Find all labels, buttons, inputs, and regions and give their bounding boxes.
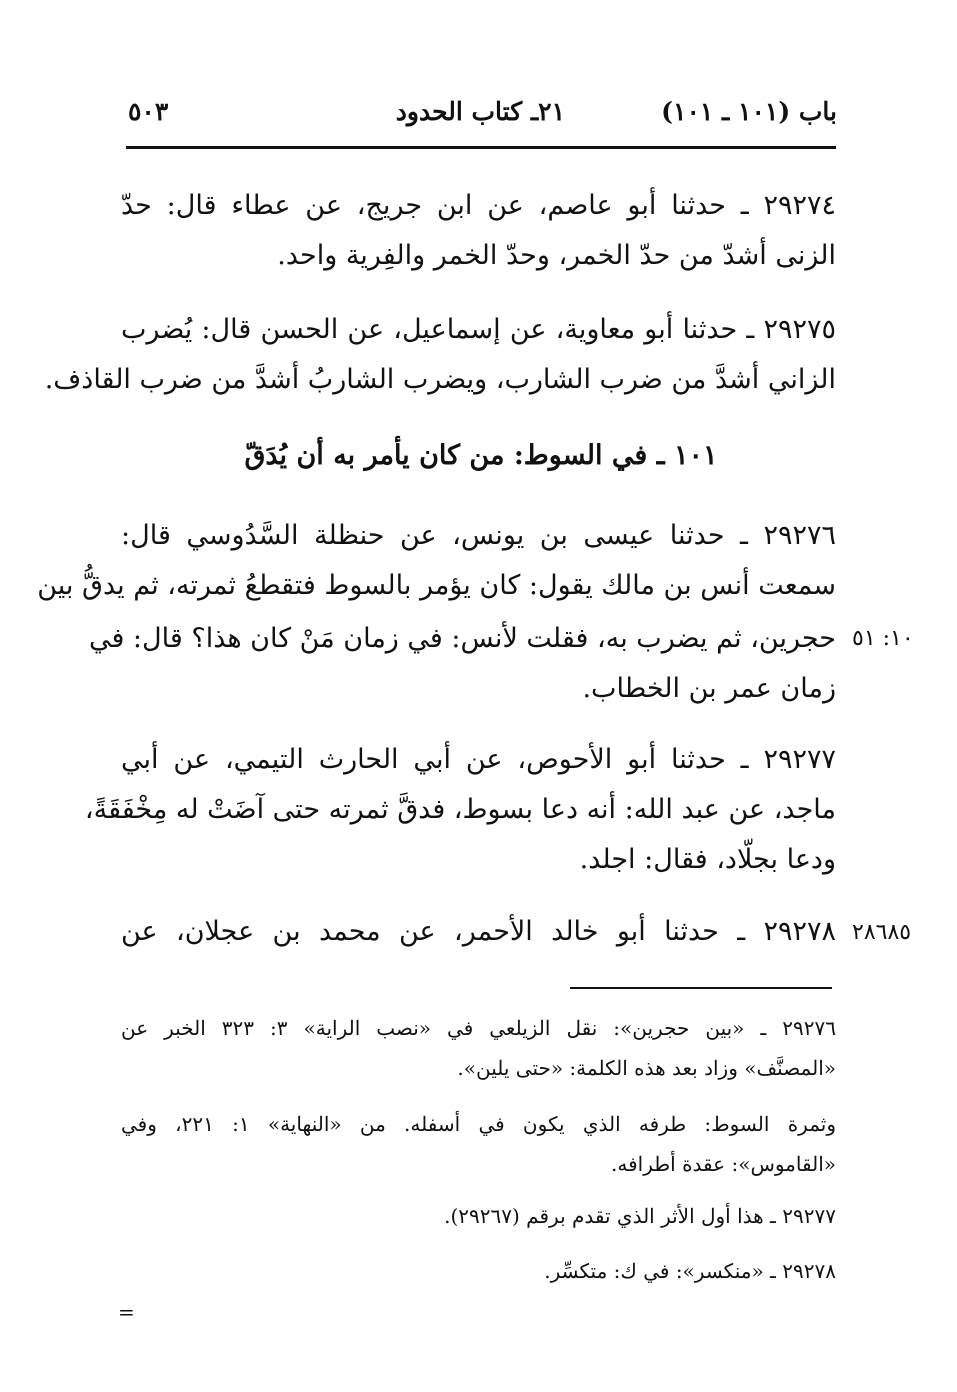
footnote-4-line-1: ٢٩٢٧٨ ـ «منكسر»: في ك: متكسِّر.	[544, 1259, 836, 1283]
footnote-2-line-1: وثمرة السوط: طرفه الذي يكون في أسفله. من «النهاية» ١: ٢٢١، وفي	[121, 1112, 836, 1136]
hadith-29275-line-2: الزاني أشدَّ من ضرب الشارب، ويضرب الشاربُ أشدَّ من ضرب القاذف.	[44, 364, 836, 395]
margin-ref-29278: ٢٨٦٨٥	[852, 920, 912, 945]
header-page-number: ٥٠٣	[128, 97, 169, 126]
hadith-29276-line-4: زمان عمر بن الخطاب.	[582, 673, 836, 704]
footnote-1-line-1: ٢٩٢٧٦ ـ «بين حجرين»: نقل الزيلعي في «نصب الراية» ٣: ٣٢٣ الخبر عن	[121, 1016, 836, 1040]
hadith-29276-line-2: سمعت أنس بن مالك يقول: كان يؤمر بالسوط فتقطعُ ثمرته، ثم يدقُّ بين	[37, 570, 836, 601]
hadith-29278-line-1: ٢٩٢٧٨ ـ حدثنا أبو خالد الأحمر، عن محمد بن عجلان، عن	[121, 916, 836, 947]
section-heading: ١٠١ ـ في السوط: من كان يأمر به أن يُدَقّ	[244, 440, 718, 471]
hadith-29277-line-3: ودعا بجلّاد، فقال: اجلد.	[579, 844, 836, 875]
header-chapter-label: باب (١٠١ ـ ١٠١)	[661, 97, 837, 126]
hadith-29274-line-2: الزنى أشدّ من حدّ الخمر، وحدّ الخمر والفِرية واحد.	[277, 240, 836, 271]
footnote-3-line-1: ٢٩٢٧٧ ـ هذا أول الأثر الذي تقدم برقم (٢٩٢٦٧).	[444, 1204, 836, 1228]
hadith-29277-line-1: ٢٩٢٧٧ ـ حدثنا أبو الأحوص، عن أبي الحارث التيمي، عن أبي	[121, 744, 836, 775]
continuation-mark: =	[118, 1300, 135, 1324]
footnote-1-line-2: «المصنَّف» وزاد بعد هذه الكلمة: «حتى يلين».	[457, 1056, 836, 1080]
header-book-title: ٢١ـ كتاب الحدود	[395, 97, 565, 126]
footnote-rule	[570, 987, 832, 989]
header-rule	[126, 146, 836, 149]
margin-ref-29276: ١٠: ٥١	[852, 626, 914, 651]
hadith-29276-line-1: ٢٩٢٧٦ ـ حدثنا عيسى بن يونس، عن حنظلة السَّدُوسي قال:	[121, 520, 836, 551]
hadith-29275-line-1: ٢٩٢٧٥ ـ حدثنا أبو معاوية، عن إسماعيل، عن الحسن قال: يُضرب	[121, 314, 836, 345]
footnote-2-line-2: «القاموس»: عقدة أطرافه.	[611, 1152, 836, 1176]
hadith-29274-line-1: ٢٩٢٧٤ ـ حدثنا أبو عاصم، عن ابن جريج، عن عطاء قال: حدّ	[121, 190, 836, 221]
hadith-29277-line-2: ماجد، عن عبد الله: أنه دعا بسوط، فدقَّ ثمرته حتى آضَتْ له مِخْفَقَةً،	[84, 794, 836, 825]
hadith-29276-line-3: حجرين، ثم يضرب به، فقلت لأنس: في زمان مَنْ كان هذا؟ قال: في	[88, 623, 836, 654]
